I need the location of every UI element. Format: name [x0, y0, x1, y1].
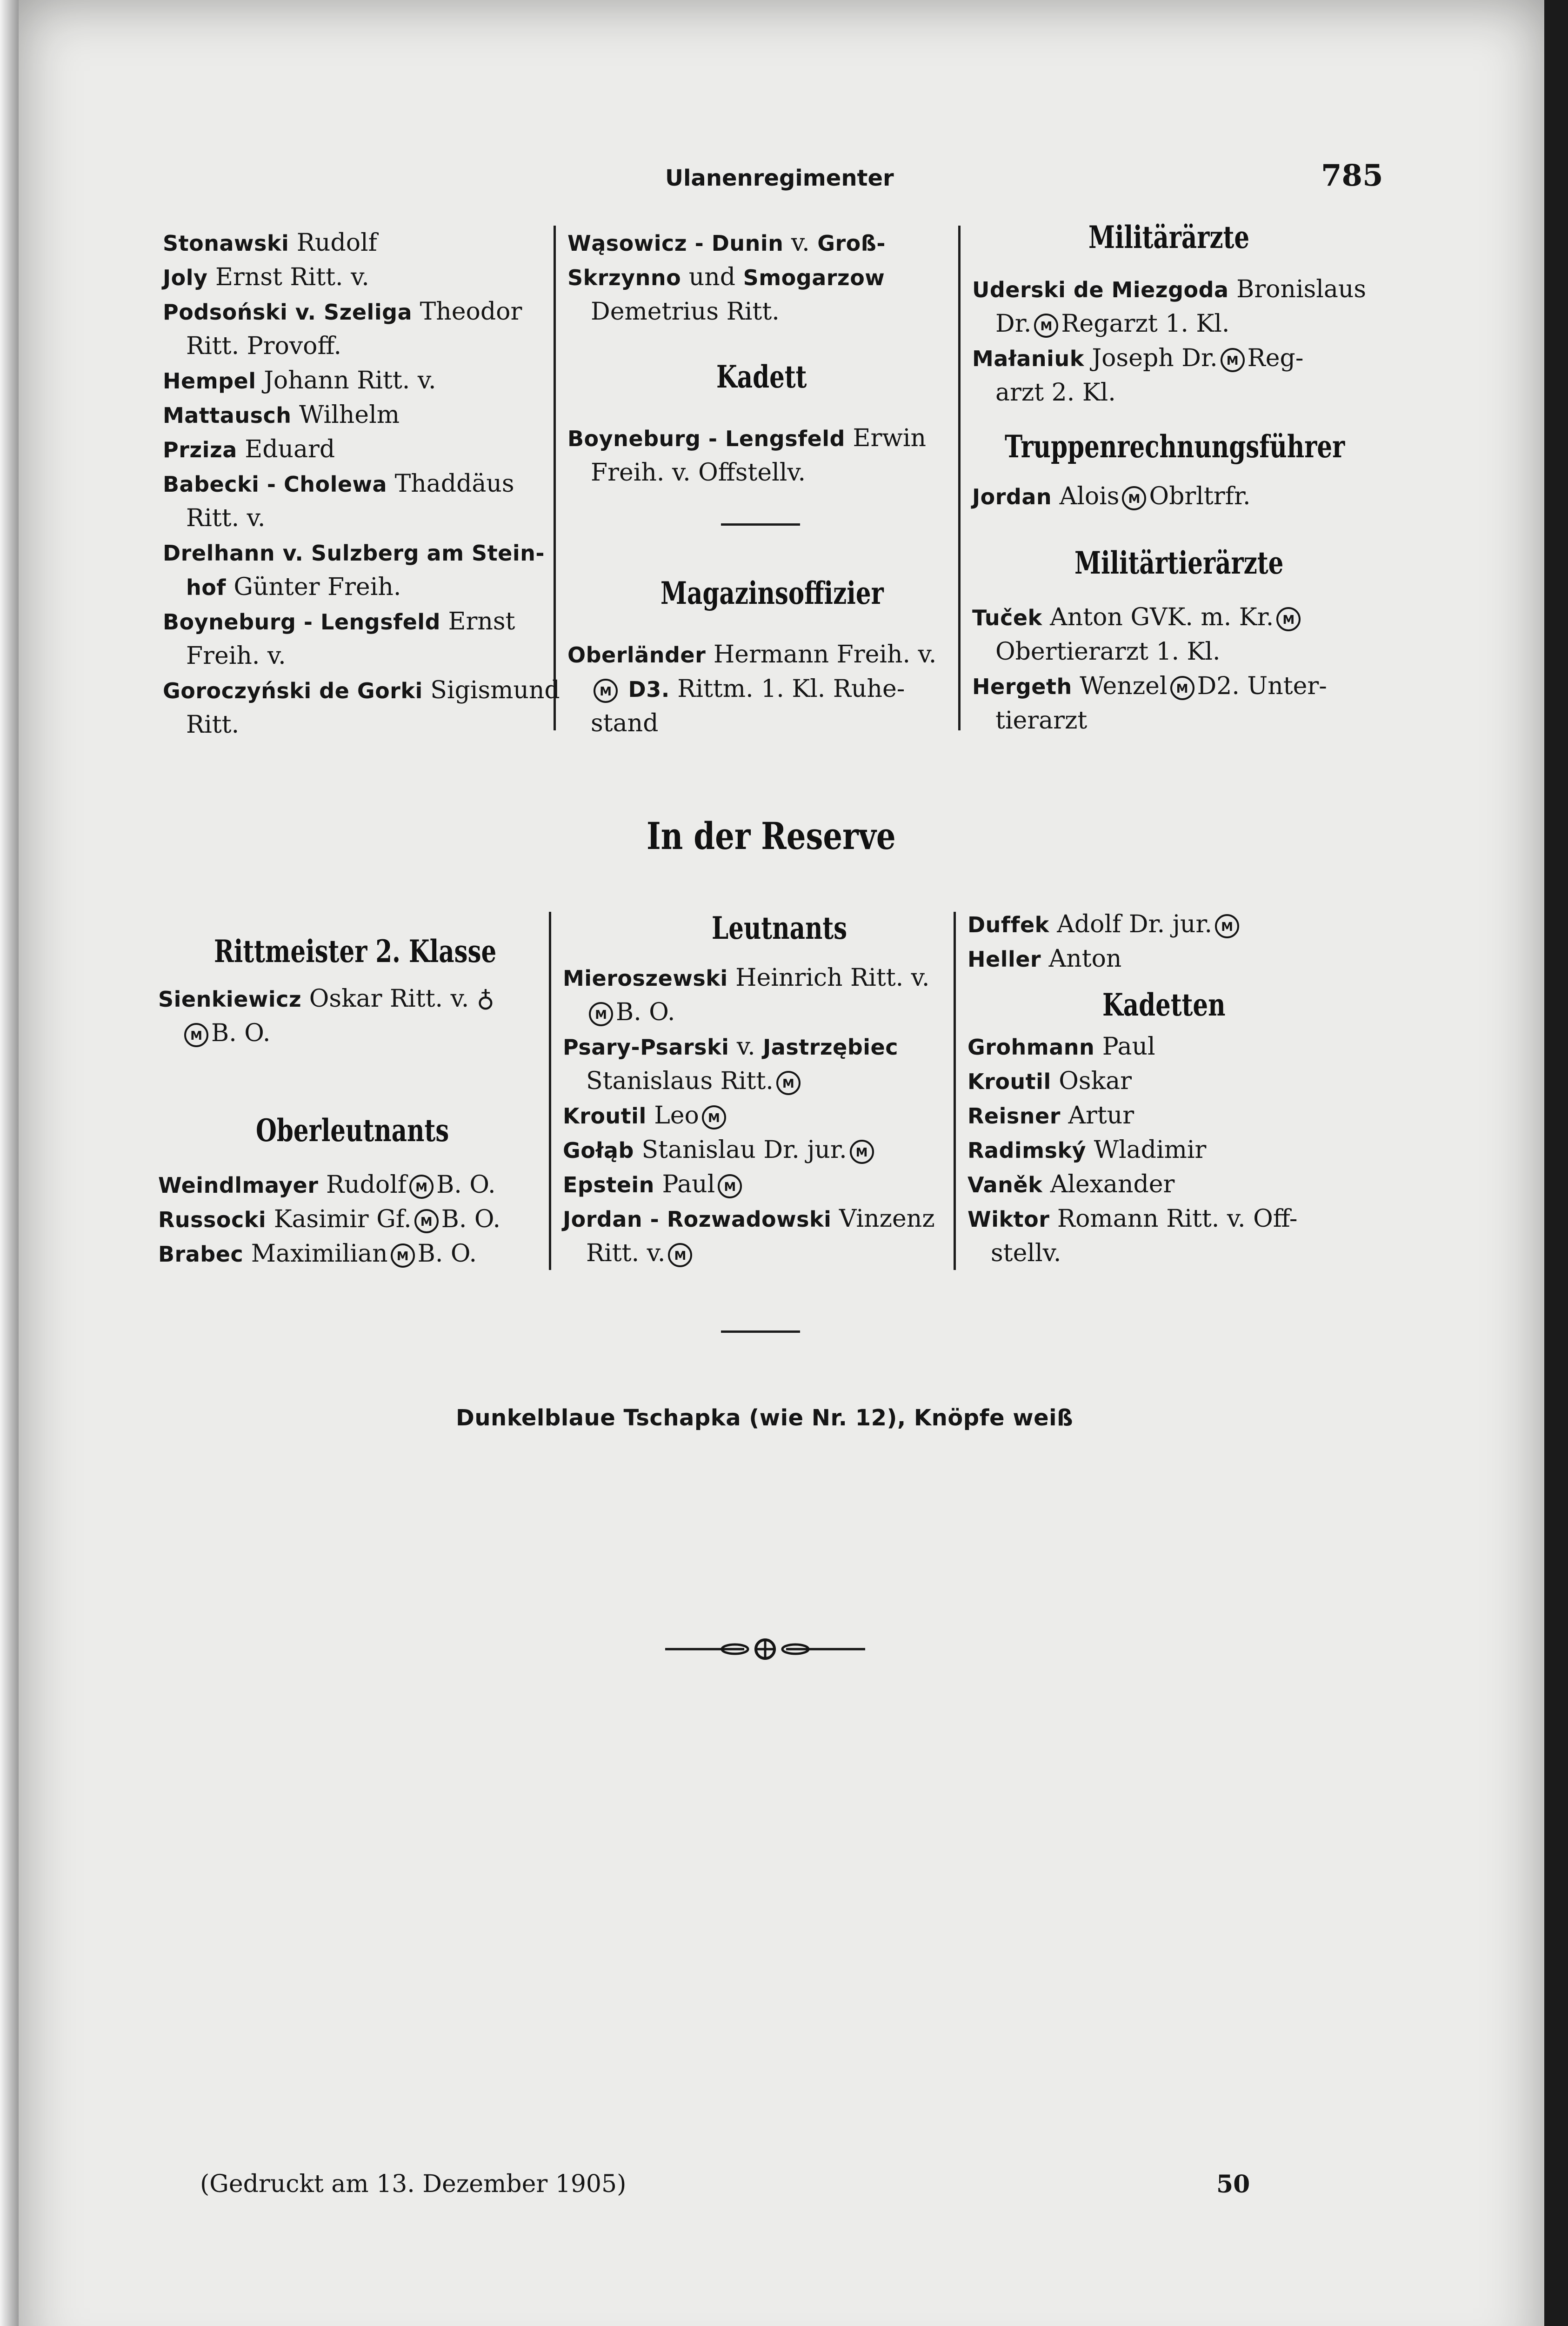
page-edge [0, 0, 19, 2326]
entry-line: Jordan Alois M Obrltrfr. [972, 482, 1251, 510]
section-rule [721, 523, 800, 526]
column-divider-2 [958, 226, 961, 730]
ornament-divider-icon [665, 1633, 865, 1665]
m-badge: M [409, 1175, 434, 1199]
section-rule [721, 1330, 800, 1333]
entry-line: Mieroszewski Heinrich Ritt. v. [563, 964, 930, 992]
entry-line: Freih. v. Offstellv. [591, 459, 806, 487]
column-divider-3 [549, 912, 551, 1270]
entry-line: Ritt. v. [186, 504, 266, 532]
entry-line: Stanislaus Ritt. M [586, 1064, 803, 1098]
entry-line: Oberländer Hermann Freih. v. [567, 641, 937, 668]
m-badge: M [1122, 486, 1146, 510]
entry-line: Kroutil Oskar [967, 1067, 1132, 1095]
section-heading-kadetten: Kadetten [1102, 987, 1226, 1023]
entry-line: stellv. [991, 1239, 1061, 1267]
m-badge: M [391, 1243, 415, 1268]
entry-line: Podsoński v. Szeliga Theodor [163, 298, 522, 326]
section-heading-truppenrechnungsfuehrer: Truppenrechnungsführer [1005, 428, 1345, 465]
m-badge: M [184, 1023, 208, 1047]
entry-line: Hempel Johann Ritt. v. [163, 367, 436, 394]
m-badge: M [850, 1140, 874, 1164]
entry-line: arzt 2. Kl. [995, 379, 1116, 407]
entry-line: tierarzt [995, 707, 1088, 735]
entry-line: Grohmann Paul [967, 1033, 1155, 1061]
entry-line: Goroczyński de Gorki Sigismund [163, 676, 560, 704]
entry-line: Reisner Artur [967, 1102, 1134, 1130]
entry-line: Ritt. [186, 711, 240, 739]
entry-line: Brabec Maximilian M B. O. [158, 1240, 477, 1268]
entry-line: Obertierarzt 1. Kl. [995, 638, 1221, 666]
m-badge: M [1276, 607, 1301, 631]
section-heading-militaeraerzte: Militärärzte [1088, 219, 1250, 255]
entry-line: Dr. M Regarzt 1. Kl. [995, 310, 1230, 338]
entry-line: M D3. Rittm. 1. Kl. Ruhe- [591, 672, 905, 707]
section-heading-kadett: Kadett [716, 359, 807, 395]
signature-number: 50 [1216, 2170, 1250, 2199]
m-badge: M [589, 1002, 613, 1026]
section-heading-militaertieraerzte: Militärtierärzte [1074, 545, 1284, 581]
m-badge: M [776, 1071, 801, 1095]
entry-line: Drelhann v. Sulzberg am Stein- [163, 541, 545, 566]
entry-line: Radimský Wladimir [967, 1136, 1207, 1164]
entry-line: Stonawski Rudolf [163, 229, 377, 257]
page-number: 785 [1321, 158, 1383, 193]
entry-line: M B. O. [586, 995, 675, 1029]
m-badge: M [668, 1243, 692, 1267]
entry-line: Prziza Eduard [163, 435, 335, 463]
entry-line: stand [591, 709, 659, 737]
section-heading-reserve: In der Reserve [647, 814, 896, 858]
m-badge: M [1221, 348, 1245, 372]
entry-line: Joly Ernst Ritt. v. [163, 263, 369, 291]
entry-line: Demetrius Ritt. [591, 298, 780, 326]
section-heading-oberleutnants: Oberleutnants [256, 1112, 449, 1149]
running-header: Ulanenregimenter [665, 165, 894, 191]
column-divider-1 [554, 226, 556, 730]
entry-line: Wiktor Romann Ritt. v. Off- [967, 1205, 1298, 1233]
column-divider-4 [954, 912, 956, 1270]
entry-line: Weindlmayer Rudolf M B. O. [158, 1171, 496, 1199]
entry-line: Skrzynno und Smogarzow [567, 263, 885, 291]
document-page [19, 0, 1544, 2326]
entry-line: Jordan - Rozwadowski Vinzenz [563, 1205, 935, 1233]
entry-line: Hergeth Wenzel M D2. Unter- [972, 672, 1327, 700]
entry-line: Heller Anton [967, 945, 1122, 973]
print-date: (Gedruckt am 13. Dezember 1905) [200, 2170, 627, 2198]
m-badge: M [594, 679, 618, 703]
entry-line: hof Günter Freih. [186, 573, 401, 601]
entry-line: Tuček Anton GVK. m. Kr. M [972, 600, 1303, 635]
section-heading-leutnants: Leutnants [712, 910, 847, 946]
entry-line: Gołąb Stanislau Dr. jur. M [563, 1133, 877, 1168]
entry-line: Vaněk Alexander [967, 1170, 1175, 1198]
entry-line: Freih. v. [186, 642, 286, 670]
entry-line: Russocki Kasimir Gf. M B. O. [158, 1205, 501, 1233]
entry-line: Mattausch Wilhelm [163, 401, 400, 429]
m-badge: M [702, 1105, 726, 1130]
entry-line: Małaniuk Joseph Dr. M Reg- [972, 344, 1304, 372]
m-badge: M [1215, 914, 1239, 938]
entry-line: Sienkiewicz Oskar Ritt. v. ♁ [158, 985, 494, 1013]
entry-line: Wąsowicz - Dunin v. Groß- [567, 229, 886, 257]
section-heading-rittmeister: Rittmeister 2. Klasse [214, 933, 497, 969]
m-badge: M [1034, 314, 1058, 338]
m-badge: M [1170, 676, 1194, 700]
entry-line: Epstein Paul M [563, 1167, 745, 1202]
entry-line: Ritt. Provoff. [186, 332, 342, 360]
section-heading-magazinsoffizier: Magazinsoffizier [661, 575, 884, 611]
entry-line: Ritt. v. M [586, 1236, 695, 1270]
bleed-through-text [437, 698, 1461, 2186]
entry-line: Uderski de Miezgoda Bronislaus [972, 275, 1367, 303]
uniform-note: Dunkelblaue Tschapka (wie Nr. 12), Knöpfe weiß [456, 1405, 1074, 1431]
m-badge: M [414, 1209, 439, 1233]
m-badge: M [718, 1174, 742, 1198]
entry-line: M B. O. [181, 1016, 270, 1050]
entry-line: Psary-Psarski v. Jastrzębiec [563, 1033, 898, 1061]
entry-line: Boyneburg - Lengsfeld Erwin [567, 424, 926, 452]
entry-line: Duffek Adolf Dr. jur. M [967, 907, 1242, 942]
entry-line: Kroutil Leo M [563, 1098, 729, 1133]
entry-line: Boyneburg - Lengsfeld Ernst [163, 608, 515, 635]
entry-line: Babecki - Cholewa Thaddäus [163, 470, 514, 498]
